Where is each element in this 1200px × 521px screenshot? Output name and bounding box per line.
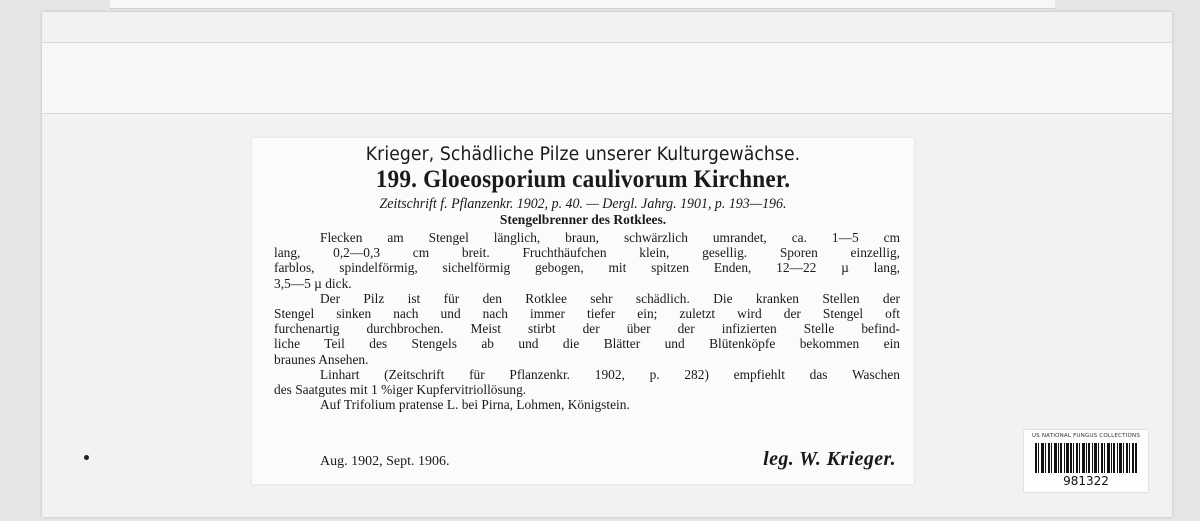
description-line: lang, 0,2—0,3 cm breit. Fruchthäufchen klein, gesellig. Sporen einzellig, [274,245,900,261]
barcode-number: 981322 [1063,474,1109,488]
ink-dot [84,455,89,460]
description-line: Flecken am Stengel länglich, braun, schwärzlich umrandet, ca. 1—5 cm [320,230,900,245]
description-text [274,230,900,412]
printed-label [252,138,914,484]
collection-date: Aug. 1902, Sept. 1906. [320,454,450,469]
top-paper-strip [110,0,1055,9]
barcode-label [1024,430,1148,492]
species-title: 199. Gloeosporium caulivorum Kirchner. [375,166,791,193]
literature-citation: Zeitschrift f. Pflanzenkr. 1902, p. 40. — Dergl. Jahrg. 1901, p. 193—196. [379,196,787,212]
locality-line: Auf Trifolium pratense L. bei Pirna, Lohmen, Königstein. [320,397,630,413]
description-line: farblos, spindelförmig, sichelförmig gebogen, mit spitzen Enden, 12—22 µ lang, [274,260,900,276]
series-header: Krieger, Schädliche Pilze unserer Kulturgewächse. [365,144,801,165]
barcode-icon [1035,443,1137,473]
barcode-institution: US NATIONAL FUNGUS COLLECTIONS [1031,433,1141,439]
damage-line: Der Pilz ist für den Rotklee sehr schädlich. Die kranken Stellen der [320,290,900,306]
damage-line: furchenartig durchbrochen. Meist stirbt der über der infizierten Stelle befind- [274,321,900,337]
common-name: Stengelbrenner des Rotklees. [499,212,667,227]
damage-line: Stengel sinken nach und nach immer tiefer ein; zuletzt wird der Stengel oft [274,306,900,322]
treatment-line: des Saatgutes mit 1 %iger Kupfervitriollösung. [274,382,527,398]
treatment-line: Linhart (Zeitschrift für Pflanzenkr. 1902, p. 282) empfiehlt das Waschen [320,366,900,382]
envelope-flap [42,42,1172,114]
damage-line: braunes Ansehen. [274,351,369,367]
damage-line: liche Teil des Stengels ab und die Blätter und Blütenköpfe bekommen ein [274,336,900,352]
collector-signature: leg. W. Krieger. [763,448,896,470]
description-line: 3,5—5 µ dick. [274,275,352,291]
